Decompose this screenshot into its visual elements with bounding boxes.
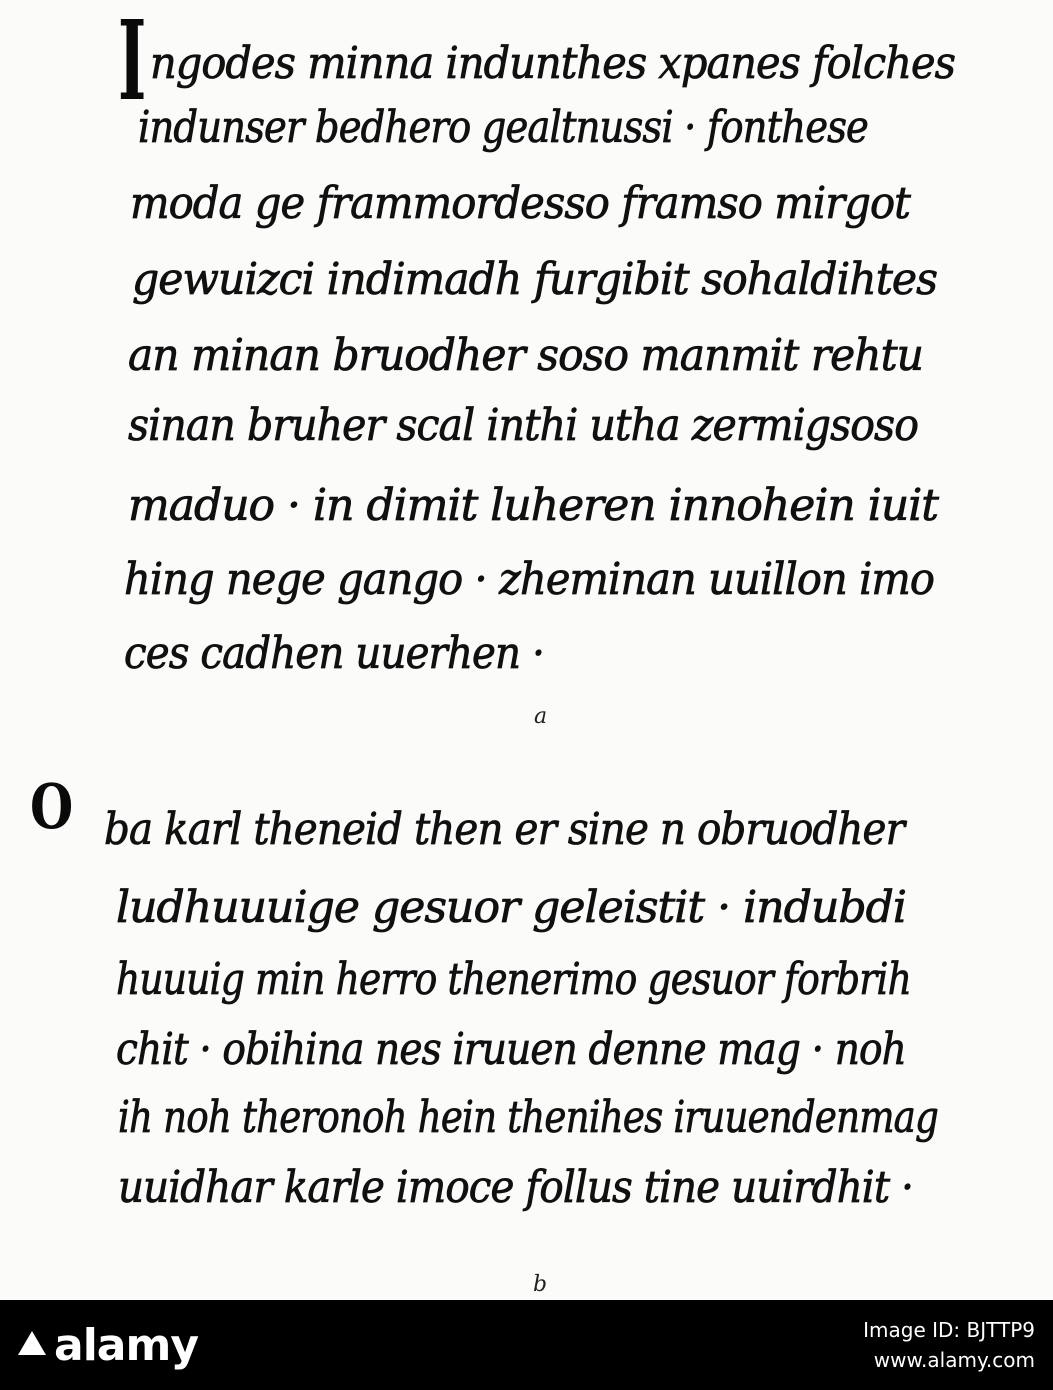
- manuscript-line: ludhuuuige gesuor geleistit · indubdi: [116, 882, 907, 933]
- manuscript-line: indunser bedhero gealtnussi · fonthese: [138, 102, 868, 153]
- caption-b: b: [533, 1272, 548, 1297]
- initial-capital-a: I: [118, 0, 147, 125]
- image-info: [863, 1300, 1035, 1390]
- manuscript-line: maduo · in dimit luheren innohein iuit: [128, 480, 938, 531]
- manuscript-line: sinan bruher scal inthi utha zermigsoso: [128, 400, 918, 451]
- initial-capital-b: O: [30, 770, 74, 843]
- manuscript-line: huuuig min herro thenerimo gesuor forbrih: [116, 954, 911, 1005]
- manuscript-line: uuidhar karle imoce follus tine uuirdhit ·: [118, 1162, 913, 1213]
- manuscript-line: ngodes minna indunthes xpanes folches: [150, 38, 955, 89]
- manuscript-line: gewuizci indimadh furgibit sohaldihtes: [132, 254, 937, 305]
- manuscript-line: chit · obihina nes iruuen denne mag · noh: [116, 1024, 906, 1075]
- logo-text: alamy: [54, 1319, 198, 1371]
- manuscript-line: hing nege gango · zheminan uuillon imo: [124, 554, 934, 605]
- brand-logo: [18, 1314, 198, 1376]
- manuscript-line: ba karl theneid then er sine n obruodher: [104, 804, 904, 855]
- logo-triangle-icon: [18, 1331, 46, 1355]
- image-id-label: Image ID: BJTTP9: [863, 1318, 1035, 1342]
- site-url-link[interactable]: www.alamy.com: [873, 1348, 1035, 1372]
- caption-a: a: [534, 704, 548, 729]
- stock-watermark-bar: [0, 1300, 1053, 1390]
- manuscript-line: an minan bruodher soso manmit rehtu: [128, 330, 923, 381]
- manuscript-line: ces cadhen uuerhen ·: [124, 628, 544, 679]
- manuscript-line: ih noh theronoh hein thenihes iruuendenmag: [118, 1092, 938, 1143]
- manuscript-line: moda ge frammordesso framso mirgot: [130, 178, 910, 229]
